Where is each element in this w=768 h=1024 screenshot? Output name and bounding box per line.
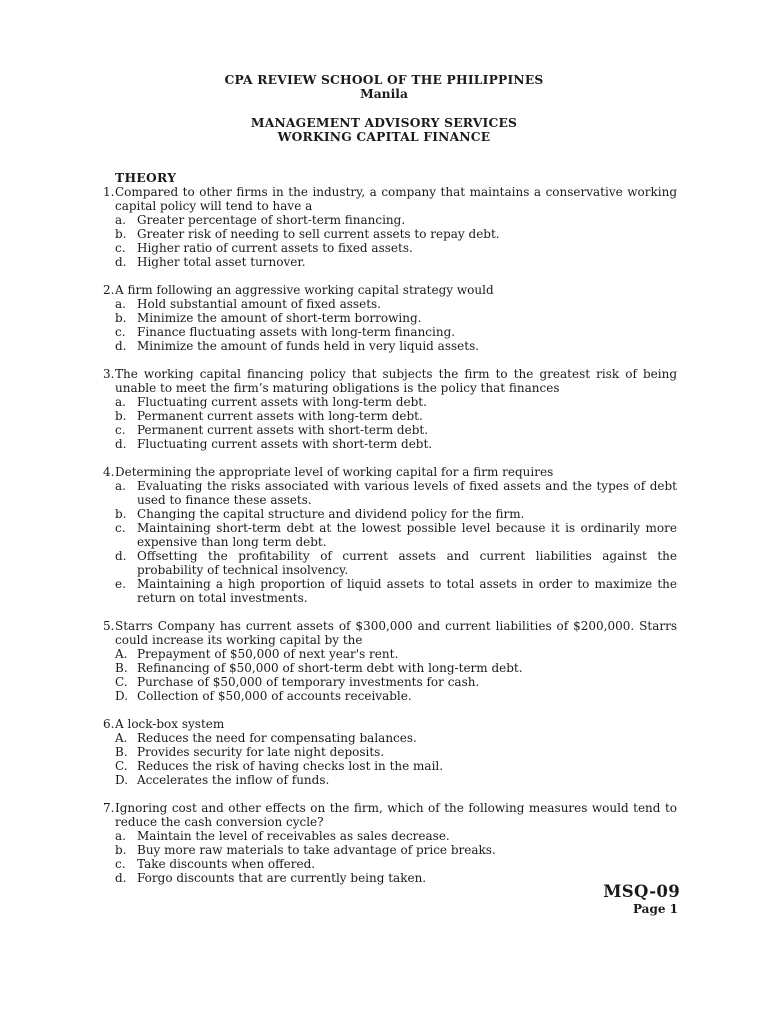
option-text: Buy more raw materials to take advantage of price breaks. xyxy=(137,843,496,857)
option-letter: d. xyxy=(115,871,127,885)
section-title: THEORY xyxy=(115,170,177,185)
question-text: A firm following an aggressive working capital strategy would xyxy=(115,283,494,297)
option-list xyxy=(115,213,677,269)
answer-option xyxy=(115,829,677,843)
option-text: Evaluating the risks associated with various levels of fixed assets and the types of debt used to finance these assets. xyxy=(137,479,677,507)
answer-option xyxy=(115,647,677,661)
answer-option xyxy=(115,857,677,871)
option-letter: a. xyxy=(115,297,126,311)
option-letter: d. xyxy=(115,549,127,563)
option-letter: d. xyxy=(115,339,127,353)
question-number: 4. xyxy=(103,465,115,479)
option-letter: c. xyxy=(115,423,126,437)
option-list xyxy=(115,829,677,885)
option-text: Permanent current assets with long-term debt. xyxy=(137,409,423,423)
option-text: Minimize the amount of short-term borrowing. xyxy=(137,311,422,325)
answer-option xyxy=(115,227,677,241)
question-text: Compared to other firms in the industry, a company that maintains a conservative working capital policy will tend to have a xyxy=(115,185,677,213)
option-letter: c. xyxy=(115,241,126,255)
option-letter: B. xyxy=(115,745,128,759)
answer-option xyxy=(115,507,677,521)
answer-option xyxy=(115,325,677,339)
option-letter: b. xyxy=(115,843,127,857)
option-text: Maintaining a high proportion of liquid assets to total assets in order to maximize the return on total investments. xyxy=(137,577,677,605)
option-letter: a. xyxy=(115,829,126,843)
question-item xyxy=(103,283,677,353)
option-letter: c. xyxy=(115,521,126,535)
option-letter: D. xyxy=(115,689,129,703)
question-item xyxy=(103,465,677,605)
question-text: A lock-box system xyxy=(115,717,225,731)
option-text: Permanent current assets with short-term debt. xyxy=(137,423,429,437)
option-text: Fluctuating current assets with long-term debt. xyxy=(137,395,427,409)
option-text: Accelerates the inflow of funds. xyxy=(137,773,330,787)
option-letter: C. xyxy=(115,759,128,773)
option-letter: c. xyxy=(115,857,126,871)
question-text: Starrs Company has current assets of $300,000 and current liabilities of $200,000. Starrs could increase its working capital by the xyxy=(115,619,677,647)
option-text: Collection of $50,000 of accounts receivable. xyxy=(137,689,412,703)
option-text: Reduces the risk of having checks lost in the mail. xyxy=(137,759,444,773)
answer-option xyxy=(115,759,677,773)
answer-option xyxy=(115,689,677,703)
document-code: MSQ-09 xyxy=(603,882,680,901)
answer-option xyxy=(115,843,677,857)
option-letter: b. xyxy=(115,227,127,241)
option-text: Maintaining short-term debt at the lowest possible level because it is ordinarily more expensive than long term debt. xyxy=(137,521,677,549)
page-number: Page 1 xyxy=(632,902,678,916)
answer-option xyxy=(115,255,677,269)
answer-option xyxy=(115,577,677,605)
question-number: 1. xyxy=(103,185,115,199)
answer-option xyxy=(115,549,677,577)
question-text: Determining the appropriate level of working capital for a firm requires xyxy=(115,465,554,479)
option-letter: d. xyxy=(115,437,127,451)
option-list xyxy=(115,647,677,703)
option-list xyxy=(115,395,677,451)
option-text: Purchase of $50,000 of temporary investments for cash. xyxy=(137,675,480,689)
question-item xyxy=(103,185,677,269)
option-list xyxy=(115,731,677,787)
answer-option xyxy=(115,675,677,689)
answer-option xyxy=(115,437,677,451)
question-number: 3. xyxy=(103,367,115,381)
option-letter: b. xyxy=(115,311,127,325)
option-text: Refinancing of $50,000 of short-term debt with long-term debt. xyxy=(137,661,523,675)
answer-option xyxy=(115,479,677,507)
option-letter: a. xyxy=(115,213,126,227)
option-text: Maintain the level of receivables as sales decrease. xyxy=(137,829,450,843)
option-letter: a. xyxy=(115,395,126,409)
option-letter: b. xyxy=(115,507,127,521)
answer-option xyxy=(115,339,677,353)
option-letter: d. xyxy=(115,255,127,269)
answer-option xyxy=(115,521,677,549)
school-city: Manila xyxy=(360,86,408,101)
question-text: Ignoring cost and other effects on the firm, which of the following measures would tend to reduce the cash conversion cycle? xyxy=(115,801,677,829)
question-number: 7. xyxy=(103,801,115,815)
option-text: Fluctuating current assets with short-term debt. xyxy=(137,437,433,451)
question-text: The working capital financing policy that subjects the firm to the greatest risk of being unable to meet the firm’s maturing obligations is the policy that finances xyxy=(115,367,677,395)
question-item xyxy=(103,619,677,703)
answer-option xyxy=(115,745,677,759)
option-letter: A. xyxy=(115,731,128,745)
answer-option xyxy=(115,311,677,325)
topic-title: WORKING CAPITAL FINANCE xyxy=(277,129,491,144)
option-text: Minimize the amount of funds held in very liquid assets. xyxy=(137,339,480,353)
school-name: CPA REVIEW SCHOOL OF THE PHILIPPINES xyxy=(224,72,544,87)
option-text: Take discounts when offered. xyxy=(137,857,316,871)
option-letter: c. xyxy=(115,325,126,339)
option-list xyxy=(115,479,677,605)
answer-option xyxy=(115,297,677,311)
question-number: 6. xyxy=(103,717,115,731)
option-text: Forgo discounts that are currently being taken. xyxy=(137,871,427,885)
option-text: Changing the capital structure and dividend policy for the firm. xyxy=(137,507,525,521)
option-text: Hold substantial amount of fixed assets. xyxy=(137,297,381,311)
answer-option xyxy=(115,241,677,255)
answer-option xyxy=(115,213,677,227)
option-letter: e. xyxy=(115,577,126,591)
option-text: Finance fluctuating assets with long-term financing. xyxy=(137,325,456,339)
option-letter: D. xyxy=(115,773,129,787)
option-text: Provides security for late night deposits. xyxy=(137,745,385,759)
answer-option xyxy=(115,423,677,437)
answer-option xyxy=(115,409,677,423)
option-letter: b. xyxy=(115,409,127,423)
option-letter: C. xyxy=(115,675,128,689)
question-item xyxy=(103,717,677,787)
answer-option xyxy=(115,661,677,675)
option-text: Higher ratio of current assets to fixed assets. xyxy=(137,241,413,255)
question-number: 5. xyxy=(103,619,115,633)
question-number: 2. xyxy=(103,283,115,297)
option-text: Greater risk of needing to sell current assets to repay debt. xyxy=(137,227,500,241)
question-item xyxy=(103,801,677,885)
answer-option xyxy=(115,871,677,885)
option-letter: A. xyxy=(115,647,128,661)
option-list xyxy=(115,297,677,353)
option-letter: a. xyxy=(115,479,126,493)
question-list xyxy=(103,185,677,899)
option-text: Prepayment of $50,000 of next year's rent. xyxy=(137,647,399,661)
question-item xyxy=(103,367,677,451)
option-text: Greater percentage of short-term financing. xyxy=(137,213,406,227)
answer-option xyxy=(115,731,677,745)
option-letter: B. xyxy=(115,661,128,675)
subject-title: MANAGEMENT ADVISORY SERVICES xyxy=(250,115,518,130)
option-text: Reduces the need for compensating balances. xyxy=(137,731,417,745)
option-text: Higher total asset turnover. xyxy=(137,255,306,269)
option-text: Offsetting the profitability of current assets and current liabilities against the probability of technical insolvency. xyxy=(137,549,677,577)
answer-option xyxy=(115,395,677,409)
answer-option xyxy=(115,773,677,787)
